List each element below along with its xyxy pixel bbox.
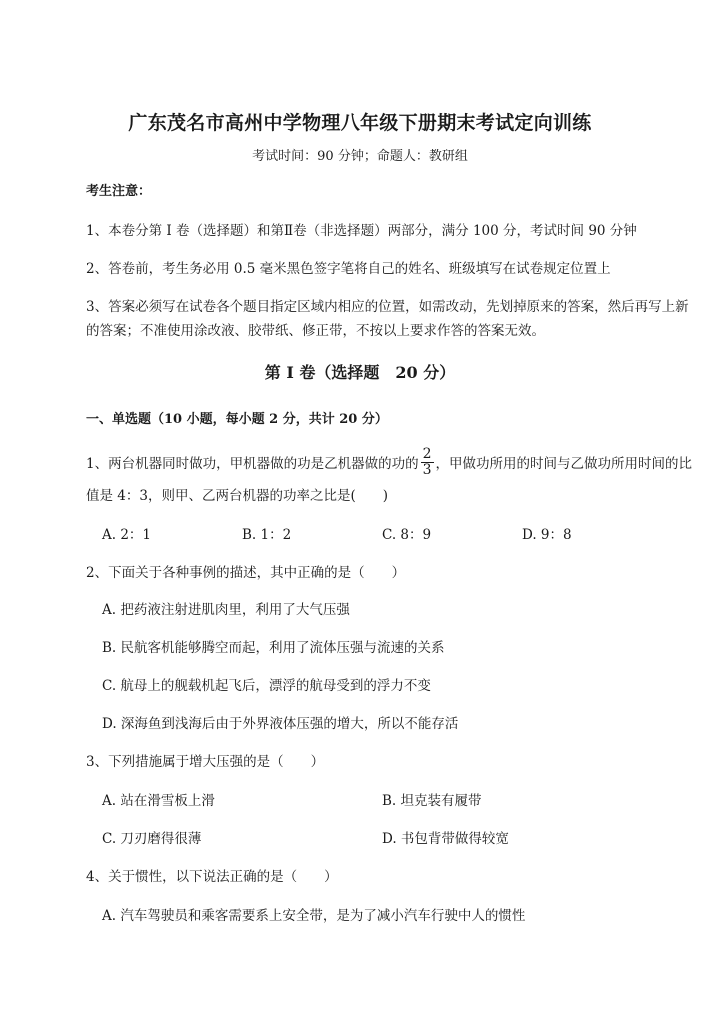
notice-heading: 考生注意： <box>86 184 152 199</box>
q4-stem: 4、关于惯性，以下说法正确的是（ ） <box>86 869 338 885</box>
q1-option-c[interactable]: C. 8：9 <box>382 527 432 543</box>
q1-stem-line-2: 值是 4：3，则甲、乙两台机器的功率之比是( ) <box>86 488 389 504</box>
part-heading: 一、单选题（10 小题，每小题 2 分，共计 20 分） <box>86 412 388 427</box>
q1-fraction <box>421 447 434 478</box>
notice-item-3: 3、答案必须写在试卷各个题目指定区域内相应的位置，如需改动，先划掉原来的答案，然后再写上新 <box>86 299 689 315</box>
q3-option-a[interactable]: A. 站在滑雪板上滑 <box>102 793 215 809</box>
exam-title: 广东茂名市高州中学物理八年级下册期末考试定向训练 <box>128 112 592 134</box>
q1-frac-den: 3 <box>422 461 432 478</box>
q1-option-d[interactable]: D. 9：8 <box>522 527 572 543</box>
q2-option-c[interactable]: C. 航母上的舰载机起飞后，漂浮的航母受到的浮力不变 <box>102 678 431 694</box>
q1-frac-num: 2 <box>422 445 432 462</box>
q2-option-a[interactable]: A. 把药液注射进肌肉里，利用了大气压强 <box>102 602 350 618</box>
q3-option-c[interactable]: C. 刀刃磨得很薄 <box>102 831 202 847</box>
q1-option-b[interactable]: B. 1：2 <box>242 527 292 543</box>
q1-stem-b: ，甲做功所用的时间与乙做功所用时间的比 <box>435 456 693 472</box>
q1-stem-a: 1、两台机器同时做功，甲机器做的功是乙机器做的功的 <box>86 456 419 472</box>
notice-item-1: 1、本卷分第 I 卷（选择题）和第Ⅱ卷（非选择题）两部分，满分 100 分，考试时间 90 分钟 <box>86 223 637 239</box>
q2-option-b[interactable]: B. 民航客机能够腾空而起，利用了流体压强与流速的关系 <box>102 640 445 656</box>
q3-stem: 3、下列措施属于增大压强的是（ ） <box>86 754 325 770</box>
q1-stem-line-1 <box>86 444 692 480</box>
notice-item-2: 2、答卷前，考生务必用 0.5 毫米黑色签字笔将自己的姓名、班级填写在试卷规定位置上 <box>86 261 611 277</box>
exam-subtitle: 考试时间：90 分钟；命题人：教研组 <box>252 149 468 164</box>
notice-item-3-cont: 的答案；不准使用涂改液、胶带纸、修正带，不按以上要求作答的答案无效。 <box>86 323 545 339</box>
section-title: 第 I 卷（选择题 20 分） <box>264 363 456 382</box>
q2-stem: 2、下面关于各种事例的描述，其中正确的是（ ） <box>86 565 406 581</box>
q3-option-b[interactable]: B. 坦克装有履带 <box>382 793 482 809</box>
q1-option-a[interactable]: A. 2：1 <box>102 527 152 543</box>
q4-option-a[interactable]: A. 汽车驾驶员和乘客需要系上安全带，是为了减小汽车行驶中人的惯性 <box>102 908 526 924</box>
q2-option-d[interactable]: D. 深海鱼到浅海后由于外界液体压强的增大，所以不能存活 <box>102 716 459 732</box>
q3-option-d[interactable]: D. 书包背带做得较宽 <box>382 831 509 847</box>
